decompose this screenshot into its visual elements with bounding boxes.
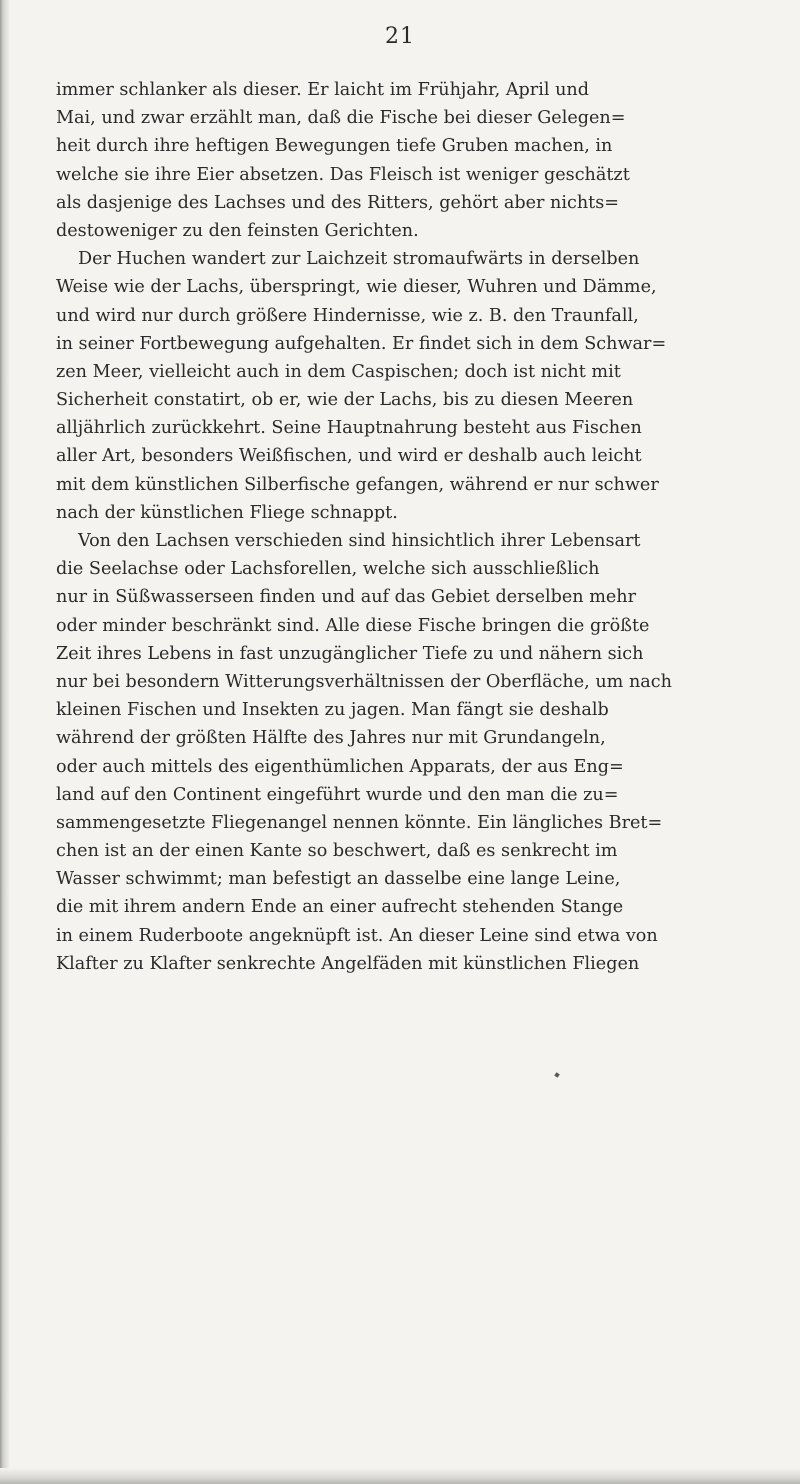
text-line: als dasjenige des Lachses und des Ritters, gehört aber nichts= — [56, 192, 620, 213]
text-line: land auf den Continent eingeführt wurde und den man die zu= — [56, 784, 619, 805]
text-line: alljährlich zurückkehrt. Seine Hauptnahrung besteht aus Fischen — [56, 418, 642, 439]
text-line: sammengesetzte Fliegenangel nennen könnte. Ein längliches Bret= — [56, 812, 663, 833]
text-line: aller Art, besonders Weißfischen, und wird er deshalb auch leicht — [56, 446, 642, 467]
text-line: welche sie ihre Eier absetzen. Das Fleisch ist weniger geschätzt — [56, 164, 630, 185]
text-line: Weise wie der Lachs, überspringt, wie dieser, Wuhren und Dämme, — [56, 277, 657, 298]
text-line: immer schlanker als dieser. Er laicht im Frühjahr, April und — [56, 80, 589, 100]
text-line: nach der künstlichen Fliege schnappt. — [56, 502, 398, 523]
text-line: oder auch mittels des eigenthümlichen Apparats, der aus Eng= — [56, 756, 624, 777]
paragraph-start-line: Von den Lachsen verschieden sind hinsichtlich ihrer Lebensart — [78, 531, 641, 551]
text-line: während der größten Hälfte des Jahres nur mit Grundangeln, — [56, 728, 606, 749]
body-text — [56, 76, 772, 978]
text-line: chen ist an der einen Kante so beschwert, daß es senkrecht im — [56, 841, 618, 862]
text-line: heit durch ihre heftigen Bewegungen tiefe Gruben machen, in — [56, 136, 613, 157]
page-number: 21 — [385, 24, 415, 49]
text-line: in seiner Fortbewegung aufgehalten. Er findet sich in dem Schwar= — [56, 333, 667, 354]
text-line: Sicherheit constatirt, ob er, wie der Lachs, bis zu diesen Meeren — [56, 390, 634, 411]
scan-left-edge — [0, 0, 10, 1484]
text-line: kleinen Fischen und Insekten zu jagen. Man fängt sie deshalb — [56, 700, 609, 721]
text-line: die Seelachse oder Lachsforellen, welche sich ausschließlich — [56, 559, 600, 580]
text-line: und wird nur durch größere Hindernisse, wie z. B. den Traunfall, — [56, 305, 639, 326]
text-line: Wasser schwimmt; man befestigt an dasselbe eine lange Leine, — [56, 869, 621, 890]
text-line: Klafter zu Klafter senkrechte Angelfäden mit künstlichen Fliegen — [56, 953, 640, 974]
text-line: Mai, und zwar erzählt man, daß die Fische bei dieser Gelegen= — [56, 108, 626, 129]
text-line: oder minder beschränkt sind. Alle diese Fische bringen die größte — [56, 615, 650, 636]
text-line: mit dem künstlichen Silberfische gefangen, während er nur schwer — [56, 474, 659, 495]
paragraph-start-line: Der Huchen wandert zur Laichzeit stromaufwärts in derselben — [78, 249, 640, 270]
text-line: nur bei besondern Witterungsverhältnissen der Oberfläche, um nach — [56, 671, 672, 692]
text-line: Zeit ihres Lebens in fast unzugänglicher Tiefe zu und nähern sich — [56, 643, 644, 664]
text-line: nur in Süßwasserseen finden und auf das Gebiet derselben mehr — [56, 587, 637, 608]
text-line: in einem Ruderboote angeknüpft ist. An dieser Leine sind etwa von — [56, 925, 658, 946]
text-line: die mit ihrem andern Ende an einer aufrecht stehenden Stange — [56, 897, 624, 918]
scan-bottom-edge — [0, 1468, 800, 1484]
scan-speck — [554, 1072, 560, 1078]
text-line: zen Meer, vielleicht auch in dem Caspischen; doch ist nicht mit — [56, 361, 621, 382]
text-line: destoweniger zu den feinsten Gerichten. — [56, 220, 419, 241]
